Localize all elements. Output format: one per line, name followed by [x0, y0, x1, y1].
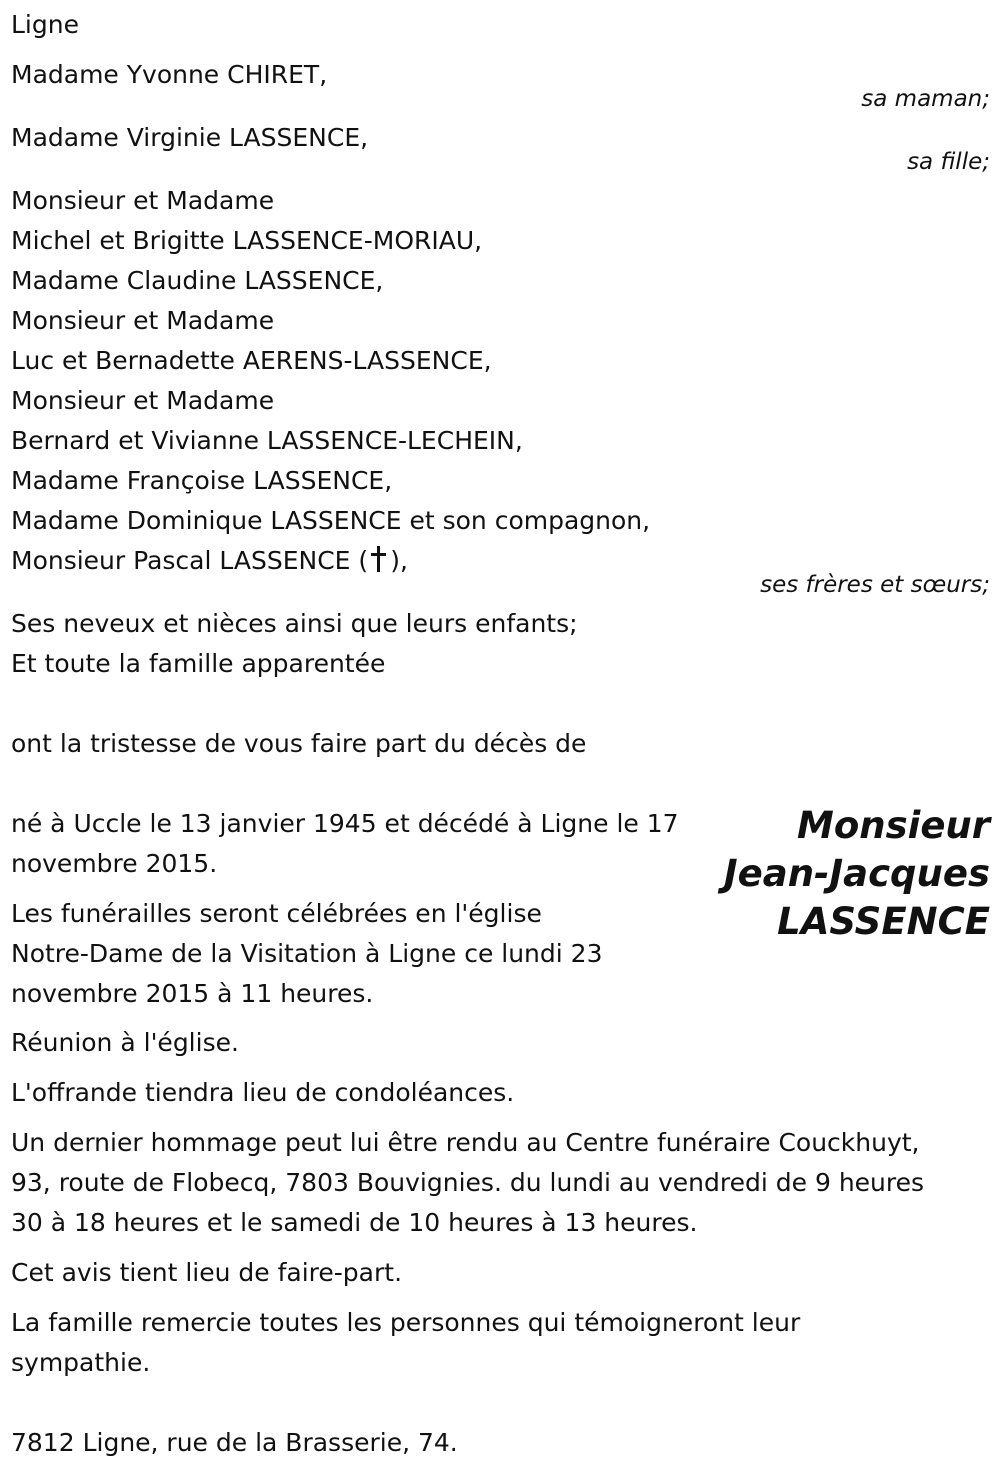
- thanks-line: sympathie.: [11, 1348, 151, 1377]
- deceased-last-name: LASSENCE: [777, 900, 990, 943]
- mother-name: Madame Yvonne CHIRET,: [11, 60, 328, 89]
- mother-relation: sa maman;: [861, 86, 990, 112]
- sibling-line: Monsieur et Madame: [11, 186, 275, 215]
- daughter-relation: sa fille;: [907, 149, 990, 175]
- deceased-first-name: Jean-Jacques: [723, 852, 990, 895]
- notice-text: Cet avis tient lieu de faire-part.: [11, 1258, 403, 1287]
- sibling-line: Monsieur et Madame: [11, 386, 275, 415]
- birth-death-line: novembre 2015.: [11, 849, 218, 878]
- sibling-line: Madame Françoise LASSENCE,: [11, 466, 393, 495]
- tribute-line: Un dernier hommage peut lui être rendu au Centre funéraire Couckhuyt,: [11, 1128, 920, 1157]
- tribute-line: 93, route de Flobecq, 7803 Bouvignies. du lundi au vendredi de 9 heures: [11, 1168, 925, 1197]
- sibling-line: Luc et Bernadette AERENS-LASSENCE,: [11, 346, 492, 375]
- announcement-text: ont la tristesse de vous faire part du décès de: [11, 729, 587, 758]
- address-text: 7812 Ligne, rue de la Brasserie, 74.: [11, 1428, 458, 1457]
- others-line: Et toute la famille apparentée: [11, 649, 386, 678]
- funeral-line: Les funérailles seront célébrées en l'église: [11, 899, 542, 928]
- place-heading: Ligne: [11, 10, 79, 39]
- sibling-line: Michel et Brigitte LASSENCE-MORIAU,: [11, 226, 483, 255]
- deceased-name: [724, 802, 990, 946]
- sibling-line: Madame Dominique LASSENCE et son compagnon,: [11, 506, 651, 535]
- offering-text: L'offrande tiendra lieu de condoléances.: [11, 1078, 515, 1107]
- sibling-line-deceased: [11, 541, 408, 581]
- funeral-line: novembre 2015 à 11 heures.: [11, 979, 374, 1008]
- thanks-line: La famille remercie toutes les personnes qui témoigneront leur: [11, 1308, 801, 1337]
- siblings-relation: ses frères et sœurs;: [760, 572, 990, 598]
- tribute-line: 30 à 18 heures et le samedi de 10 heures à 13 heures.: [11, 1208, 698, 1237]
- sibling-name-end: ),: [390, 546, 408, 575]
- sibling-line: Monsieur et Madame: [11, 306, 275, 335]
- birth-death-line: né à Uccle le 13 janvier 1945 et décédé à Ligne le 17: [11, 809, 679, 838]
- funeral-line: Notre-Dame de la Visitation à Ligne ce lundi 23: [11, 939, 603, 968]
- sibling-line: Bernard et Vivianne LASSENCE-LECHEIN,: [11, 426, 523, 455]
- meeting-text: Réunion à l'église.: [11, 1028, 239, 1057]
- others-line: Ses neveux et nièces ainsi que leurs enfants;: [11, 609, 578, 638]
- cross-icon: [368, 546, 390, 572]
- sibling-name: Monsieur Pascal LASSENCE (: [11, 546, 369, 575]
- sibling-line: Madame Claudine LASSENCE,: [11, 266, 384, 295]
- daughter-name: Madame Virginie LASSENCE,: [11, 123, 369, 152]
- deceased-title: Monsieur: [797, 804, 990, 847]
